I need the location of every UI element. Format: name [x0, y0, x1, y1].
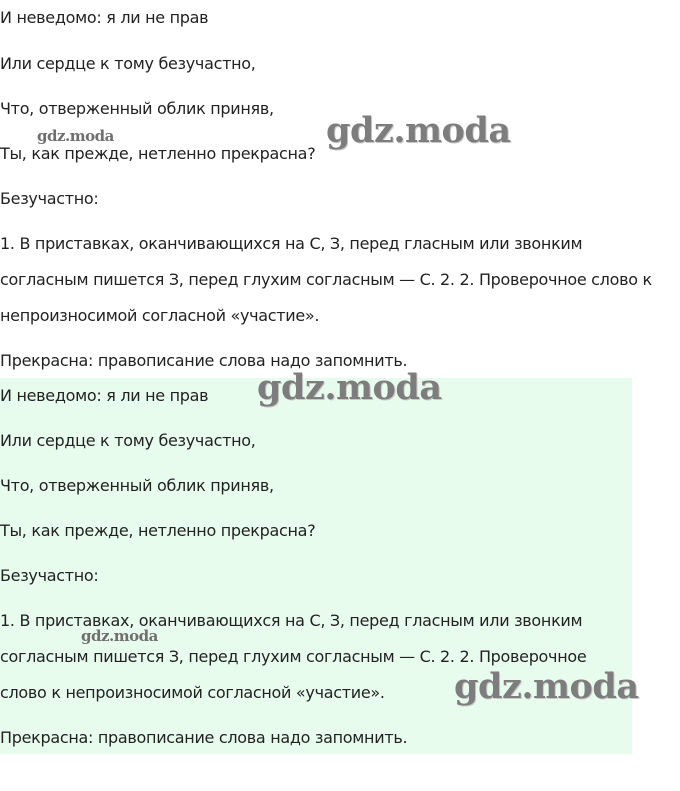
watermark-logo-small: gdz.moda [37, 127, 114, 145]
poem-line-1: И неведомо: я ли не прав [0, 386, 209, 405]
explanation-line-1: 1. В приставках, оканчивающихся на С, З, перед гласным или звонким [0, 611, 583, 630]
explanation-line-2: согласным пишется З, перед глухим согласным — С. 2. 2. Проверочное слово к [0, 270, 652, 289]
watermark-logo: gdz.moda [454, 666, 639, 707]
poem-line-1: И неведомо: я ли не прав [0, 8, 209, 27]
poem-line-3: Что, отверженный облик приняв, [0, 476, 274, 495]
explanation-line-3: слово к непроизносимой согласной «участие». [0, 683, 385, 702]
word-heading: Безучастно: [0, 566, 99, 585]
poem-line-2: Или сердце к тому безучастно, [0, 54, 256, 73]
poem-line-4: Ты, как прежде, нетленно прекрасна? [0, 144, 316, 163]
watermark-logo-small: gdz.moda [81, 627, 158, 645]
poem-line-3: Что, отверженный облик приняв, [0, 99, 274, 118]
poem-line-2: Или сердце к тому безучастно, [0, 431, 256, 450]
explanation-line-2: согласным пишется З, перед глухим согласным — С. 2. 2. Проверочное [0, 647, 587, 666]
word-heading: Безучастно: [0, 189, 99, 208]
watermark-logo: gdz.moda [257, 367, 442, 408]
explanation-line-3: непроизносимой согласной «участие». [0, 306, 320, 325]
watermark-logo: gdz.moda [326, 110, 511, 151]
explanation-line-1: 1. В приставках, оканчивающихся на С, З, перед гласным или звонким [0, 234, 583, 253]
spelling-note: Прекрасна: правописание слова надо запомнить. [0, 351, 408, 370]
poem-line-4: Ты, как прежде, нетленно прекрасна? [0, 521, 316, 540]
spelling-note: Прекрасна: правописание слова надо запомнить. [0, 728, 408, 747]
